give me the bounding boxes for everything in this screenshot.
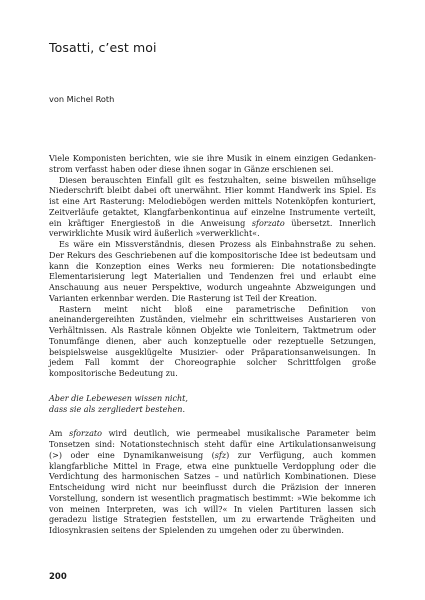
paragraph-2-text: Diesen berauschten Einfall gilt es festzuhalten, seine bisweilen mühselige Niederschrift bleibt dabei oft unerwähnt. Hier kommt Handwerk ins Spiel. Es ist eine Art Rasterung: Melodiebögen werden mittels Notenköpfen konturiert, Zeitverläufe getaktet, Klangfarbenkontinua auf einzelne Instrumente verteilt, ein kräftiger Energiestoß in die Anweisung	[49, 175, 376, 228]
page-number: 200	[49, 572, 67, 582]
paragraph-3: Es wäre ein Missverständnis, diesen Prozess als Einbahnstraße zu sehen. Der Rekurs des Geschriebenen auf die kompositorische Idee ist bedeutsam und kann die Konzeption eines Werks neu formieren: Die notationsbedingte Elementarisierung legt Materialien und Tendenzen frei und erlaubt eine Anschauung aus neuer Perspektive, wodurch ungeahnte Abzweigungen und Varianten erkennbar werden. Die Rasterung ist Teil der Kreation.	[49, 240, 376, 303]
paragraph-5-part-2: wird deutlich, wie permeabel musikalische Parameter beim Tonsetzen sind: Notationstechnisch steht dafür eine Artikulationsanweisung (>) oder eine Dynamikanweisung (	[49, 429, 377, 460]
article-body	[49, 154, 376, 537]
quote-line-2: dass sie als zergliedert bestehen.	[49, 404, 186, 414]
article-title: Tosatti, c’est moi	[49, 40, 157, 55]
paragraph-2-emphasis: sforzato	[251, 218, 285, 228]
paragraph-5	[49, 429, 376, 537]
block-quote	[49, 394, 376, 416]
quote-line-1: Aber die Lebewesen wissen nicht,	[49, 393, 188, 403]
paragraph-1: Viele Komponisten berichten, wie sie ihre Musik in einem einzigen Gedankenstrom verfasst haben oder diese ihnen sogar in Gänze erschienen sei.	[49, 154, 376, 174]
author-byline: von Michel Roth	[49, 94, 115, 104]
paragraph-5-part-1: Am	[49, 429, 70, 439]
paragraph-5-part-3: ) zur Verfügung, auch kommen klangfarbliche Mittel in Frage, etwa eine punktuelle Verdopplung oder die Verdichtung des harmonischen Satzes – und natürlich Kombinationen. Diese Entscheidung wird nicht nur beeinflusst durch die Präzision der inneren Vorstellung, sondern ist wesentlich pragmatisch bestimmt: »Wie bekomme ich von meinen Interpreten, was ich will?« In vielen Partituren lassen sich geradezu listige Strategien feststellen, um zu erwartende Trägheiten und Idiosynkrasien seitens der Spielenden zu umgehen oder zu überwinden.	[49, 450, 376, 535]
paragraph-5-emphasis-2: sfz	[214, 450, 227, 460]
paragraph-2	[49, 176, 376, 241]
paragraph-5-emphasis-1: sforzato	[69, 429, 102, 439]
paragraph-2-tail: übersetzt. Innerlich verwirklichte Musik wird äußerlich »verwerklicht«.	[49, 218, 376, 239]
paragraph-4: Rastern meint nicht bloß eine parametrische Definition von aneinandergereihten Zuständen, vielmehr ein schrittweises Austarieren von Verhältnissen. Als Rastrale können Objekte wie Tonleitern, Taktmetrum oder Tonumfänge dienen, aber auch konzeptuelle oder rezeptuelle Setzungen, beispielsweise ausgeklügelte Musizier- oder Präparationsanweisungen. In jedem Fall kommt der Choreographie solcher Schrittfolgen große kompositorische Bedeutung zu.	[49, 304, 376, 378]
